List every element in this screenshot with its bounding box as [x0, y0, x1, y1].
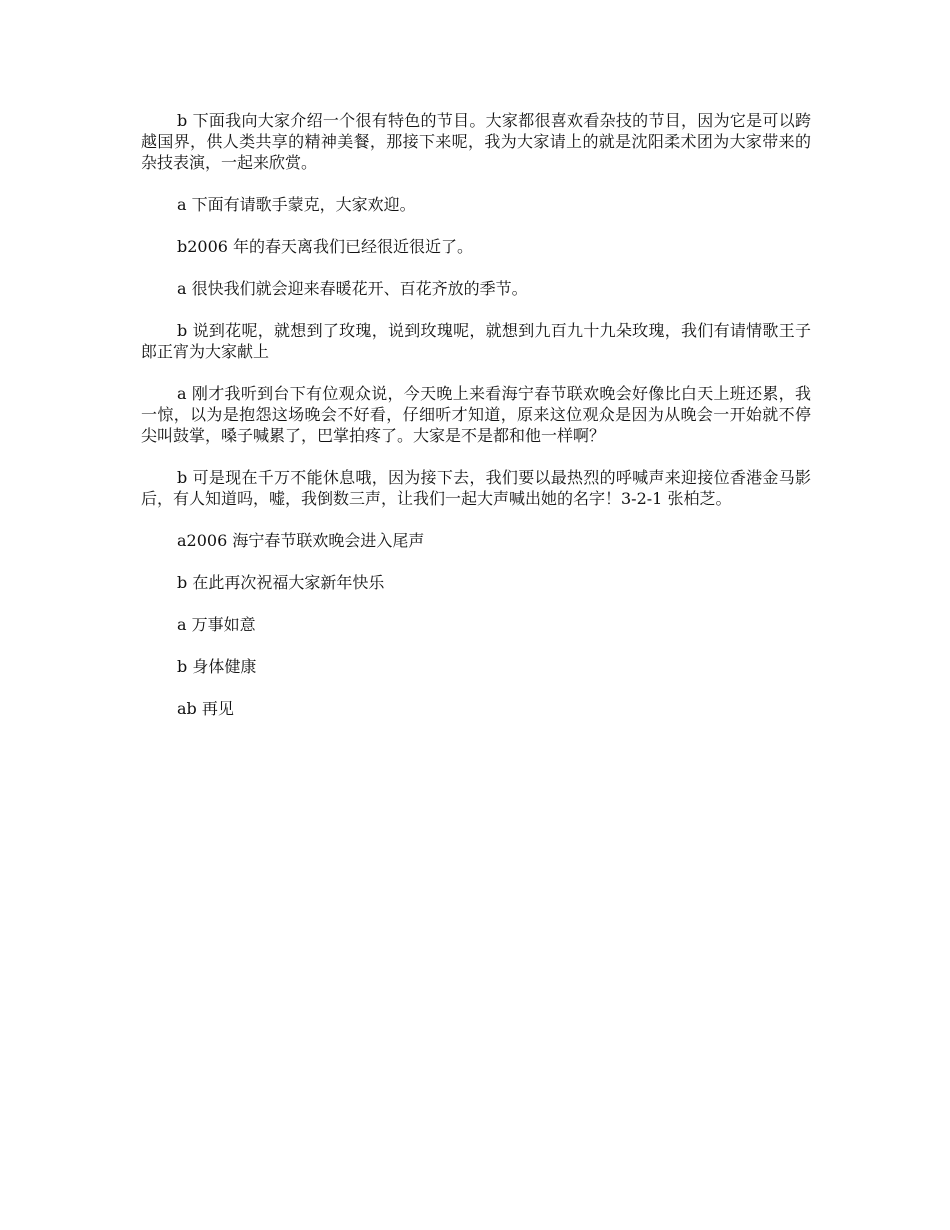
paragraph-goodbye: ab 再见: [177, 699, 234, 718]
paragraph-wish-health: b 身体健康: [177, 657, 257, 676]
paragraph-new-year-wishes: b 在此再次祝福大家新年快乐: [177, 573, 385, 592]
paragraph-singer-monk: a 下面有请歌手蒙克，大家欢迎。: [177, 195, 416, 214]
document-page: [141, 110, 811, 740]
paragraph-roses: b 说到花呢，就想到了玫瑰，说到玫瑰呢，就想到九百九十九朵玫瑰，我们有请情歌王子郎正宵为大家献上: [141, 321, 811, 361]
paragraph-ending: a2006 海宁春节联欢晚会进入尾声: [177, 531, 425, 550]
paragraph-film-queen: b 可是现在千万不能休息哦，因为接下去，我们要以最热烈的呼喊声来迎接位香港金马影后，有人知道吗，嘘，我倒数三声，让我们一起大声喊出她的名字！3-2-1 张柏芝。: [141, 468, 811, 508]
paragraph-wish-all-well: a 万事如意: [177, 615, 256, 634]
paragraph-intro-acrobatics: b 下面我向大家介绍一个很有特色的节目。大家都很喜欢看杂技的节目，因为它是可以跨越国界，供人类共享的精神美餐，那接下来呢，我为大家请上的就是沈阳柔术团为大家带来的杂技表演，一起来欣赏。: [141, 111, 811, 172]
paragraph-flower-season: a 很快我们就会迎来春暖花开、百花齐放的季节。: [177, 279, 528, 298]
paragraph-audience-comment: a 刚才我听到台下有位观众说，今天晚上来看海宁春节联欢晚会好像比白天上班还累，我一惊，以为是抱怨这场晚会不好看，仔细听才知道，原来这位观众是因为从晚会一开始就不停尖叫鼓掌，嗓子喊累了，巴掌拍疼了。大家是不是都和他一样啊？: [141, 384, 811, 445]
paragraph-spring-2006: b2006 年的春天离我们已经很近很近了。: [177, 237, 474, 256]
